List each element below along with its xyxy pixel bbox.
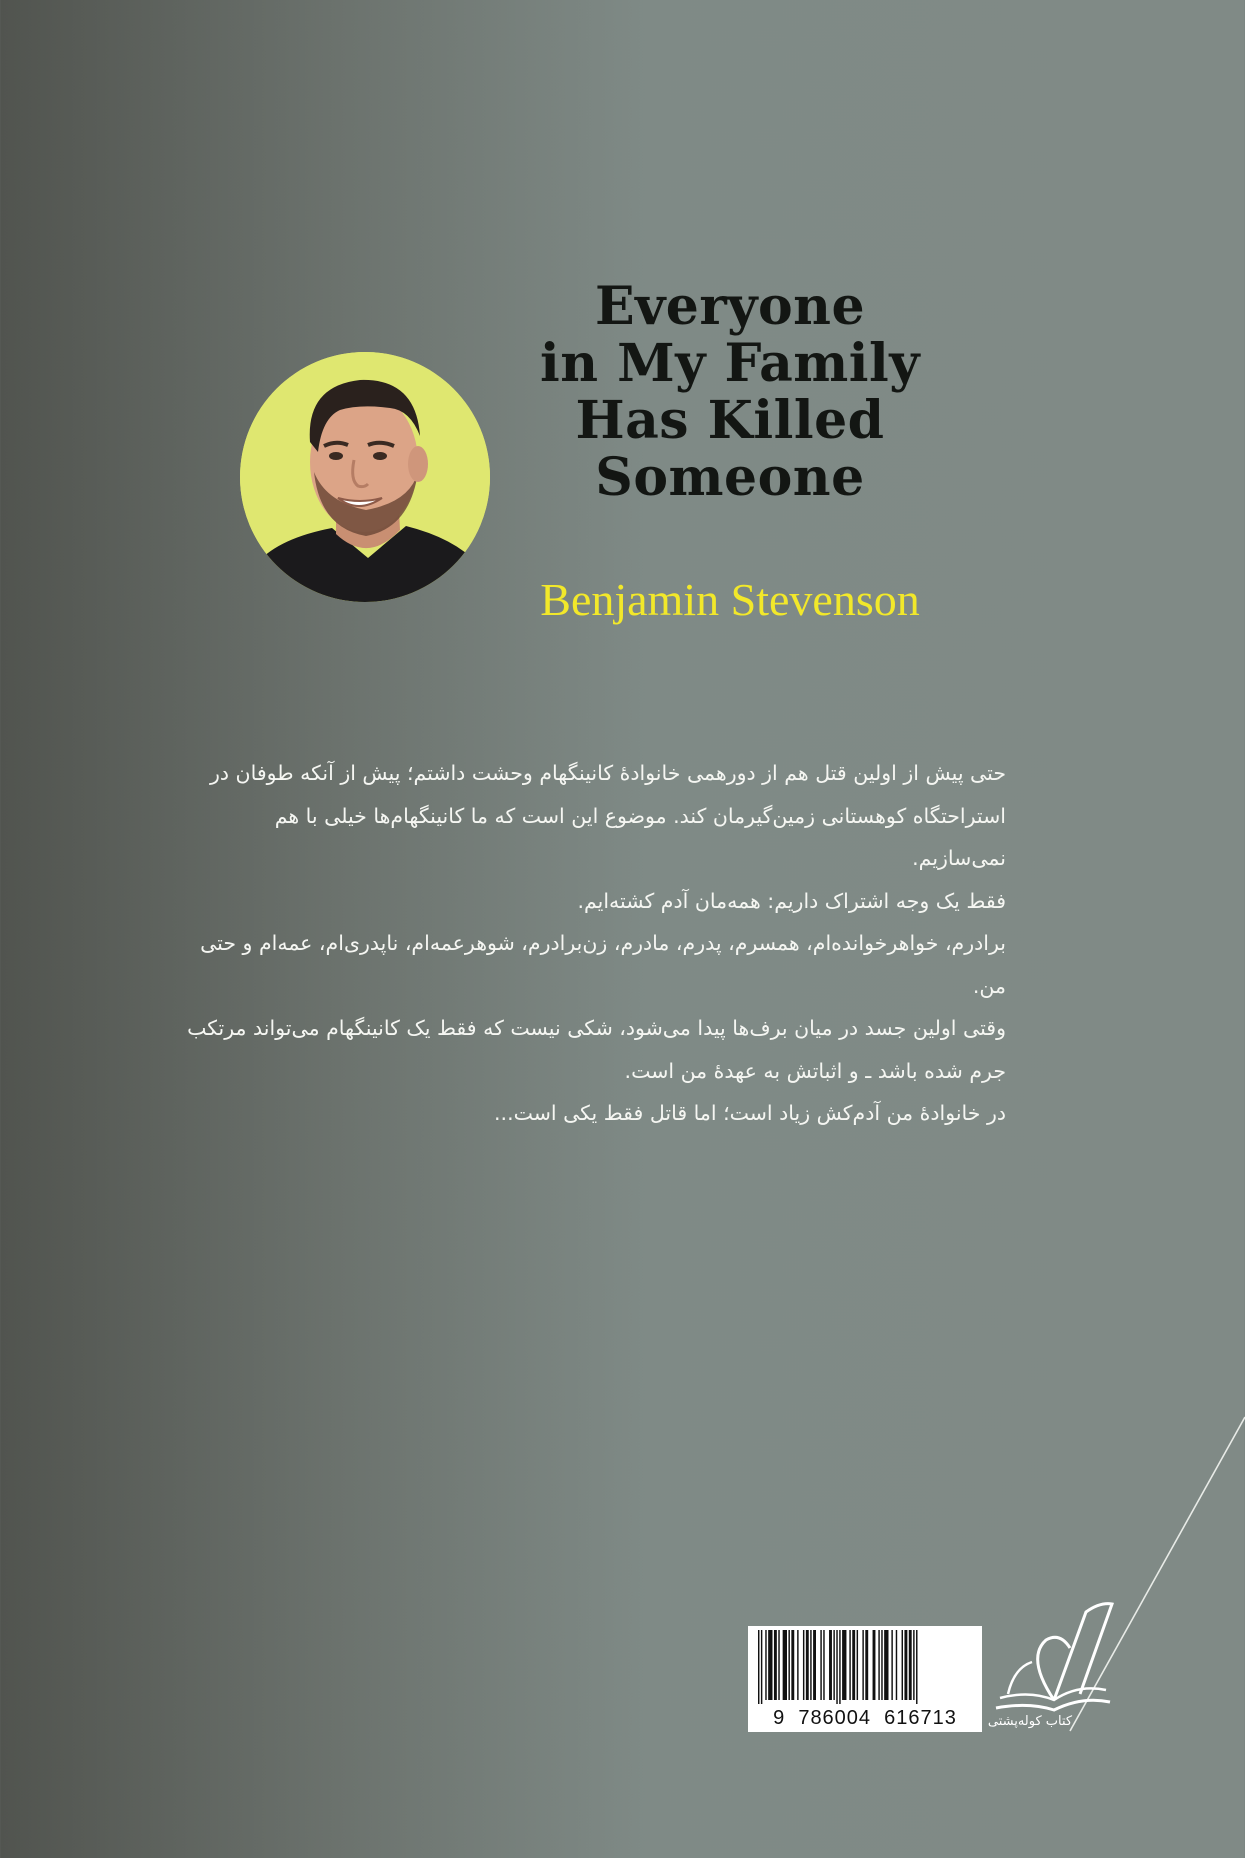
barcode-bar (788, 1630, 789, 1700)
barcode-bar (891, 1630, 892, 1700)
barcode-bar (862, 1630, 863, 1700)
barcode-bar (881, 1630, 882, 1700)
barcode-bar (810, 1630, 811, 1700)
isbn-barcode (748, 1626, 982, 1732)
barcode-bar (768, 1630, 772, 1700)
barcode-bar (902, 1630, 903, 1700)
barcode-bar (778, 1630, 779, 1700)
barcode-bar (833, 1630, 834, 1700)
book-title-line: Everyone (594, 276, 866, 337)
blurb-text (178, 752, 1006, 1135)
publisher-name: کتاب کوله‌پشتی (987, 1714, 1073, 1729)
barcode-bar (806, 1630, 809, 1700)
barcode-bar (904, 1630, 907, 1700)
blurb-line: جرم شده باشد ـ و اثباتش به عهدهٔ من است. (624, 1058, 1006, 1083)
barcode-bar (909, 1630, 912, 1700)
book-title (500, 278, 960, 506)
barcode-bar (783, 1630, 787, 1700)
barcode-bar (813, 1630, 816, 1700)
barcode-bar (836, 1630, 837, 1704)
open-book-logo-icon (988, 1598, 1128, 1718)
barcode-bar (852, 1630, 855, 1700)
barcode-bar (857, 1630, 858, 1700)
barcode-bars (756, 1630, 974, 1704)
barcode-bar (884, 1630, 888, 1700)
blurb-line: فقط یک وجه اشتراک داریم: همه‌مان آدم کشته‌ایم. (577, 888, 1006, 913)
barcode-bar (873, 1630, 876, 1700)
barcode-bar (803, 1630, 804, 1700)
barcode-bar (774, 1630, 777, 1700)
barcode-bar (849, 1630, 850, 1700)
author-portrait (240, 352, 490, 602)
book-title-line: Has Killed (575, 390, 885, 451)
blurb-line: برادرم، خواهرخوانده‌ام، همسرم، پدرم، مادرم، زن‌برادرم، شوهرعمه‌ام، ناپدری‌ام، عمه‌ام و حتی من. (200, 931, 1006, 998)
barcode-bar (916, 1630, 917, 1704)
book-title-line: in My Family (539, 333, 921, 394)
barcode-bar (913, 1630, 914, 1700)
barcode-bar (791, 1630, 794, 1700)
blurb-line: در خانوادهٔ من آدم‌کش زیاد است؛ اما قاتل فقط یکی است... (494, 1101, 1006, 1125)
barcode-bar (758, 1630, 759, 1704)
blurb-line: وقتی اولین جسد در میان برف‌ها پیدا می‌شود، شکی نیست که فقط یک کانینگهام می‌تواند مرتکب (187, 1016, 1006, 1040)
barcode-bar (765, 1630, 766, 1700)
barcode-bar (896, 1630, 897, 1700)
isbn-number: 9 786004 616713 (773, 1707, 957, 1729)
blurb-line: حتی پیش از اولین قتل هم از دورهمی خانوادهٔ کانینگهام وحشت داشتم؛ پیش از آنکه طوفان در (210, 761, 1006, 785)
author-name: Benjamin Stevenson (540, 574, 920, 625)
barcode-bar (829, 1630, 832, 1700)
barcode-bar (823, 1630, 824, 1700)
barcode-bar (842, 1630, 846, 1700)
barcode-bar (797, 1630, 798, 1700)
barcode-bar (761, 1630, 762, 1704)
barcode-bar (820, 1630, 821, 1700)
barcode-bar (878, 1630, 879, 1700)
blurb-line: استراحتگاه کوهستانی زمین‌گیرمان کند. موضوع این است که ما کانینگهام‌ها خیلی با هم نمی‌سازیم. (274, 803, 1006, 870)
barcode-bar (865, 1630, 868, 1700)
book-title-line: Someone (595, 447, 865, 508)
barcode-bar (839, 1630, 840, 1704)
